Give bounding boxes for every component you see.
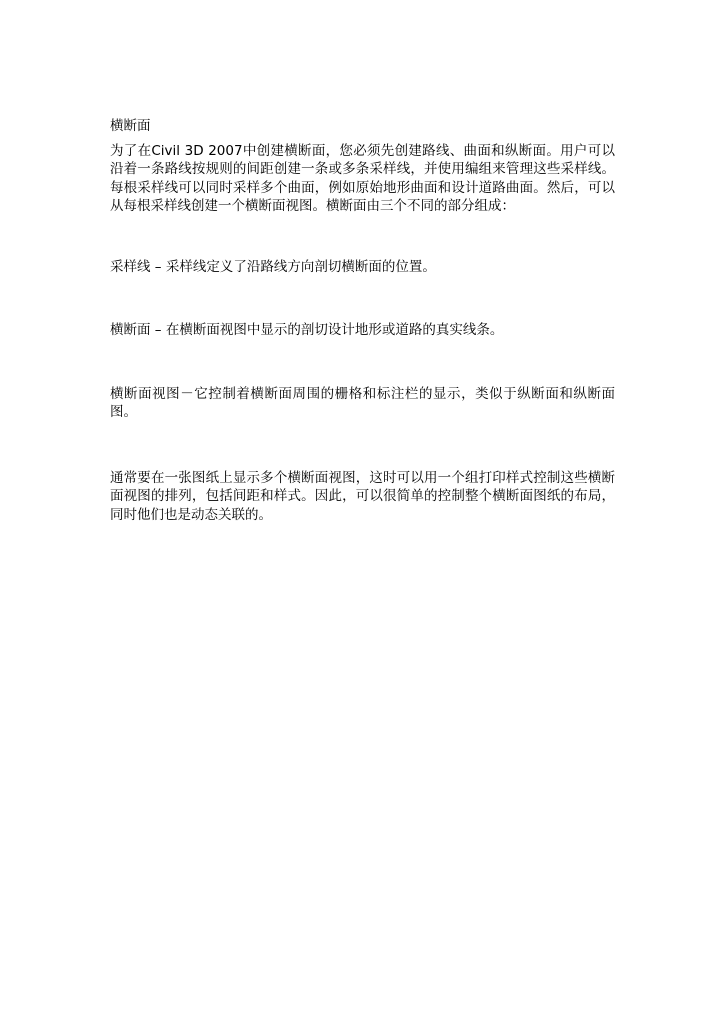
section-view-paragraph: 横断面视图－它控制着横断面周围的栅格和标注栏的显示，类似于纵断面和纵断面图。: [110, 385, 615, 420]
section-paragraph: 横断面 – 在横断面视图中显示的剖切设计地形或道路的真实线条。: [110, 322, 504, 338]
intro-paragraph: 为了在Civil 3D 2007中创建横断面，您必须先创建路线、曲面和纵断面。用户可以沿着一条路线按规则的间距创建一条或多条采样线，并使用编组来管理这些采样线。每根采样线可以同时采样多个曲面，例如原始地形曲面和设计道路曲面。然后，可以从每根采样线创建一个横断面视图。横断面由三个不同的部分组成：: [110, 142, 615, 214]
document-body: [110, 117, 615, 524]
section-heading: 横断面: [110, 118, 151, 134]
sample-line-paragraph: 采样线 – 采样线定义了沿路线方向剖切横断面的位置。: [110, 258, 436, 275]
closing-paragraph: 通常要在一张图纸上显示多个横断面视图，这时可以用一个组打印样式控制这些横断面视图的排列，包括间距和样式。因此，可以很简单的控制整个横断面图纸的布局，同时他们也是动态关联的。: [110, 469, 615, 523]
